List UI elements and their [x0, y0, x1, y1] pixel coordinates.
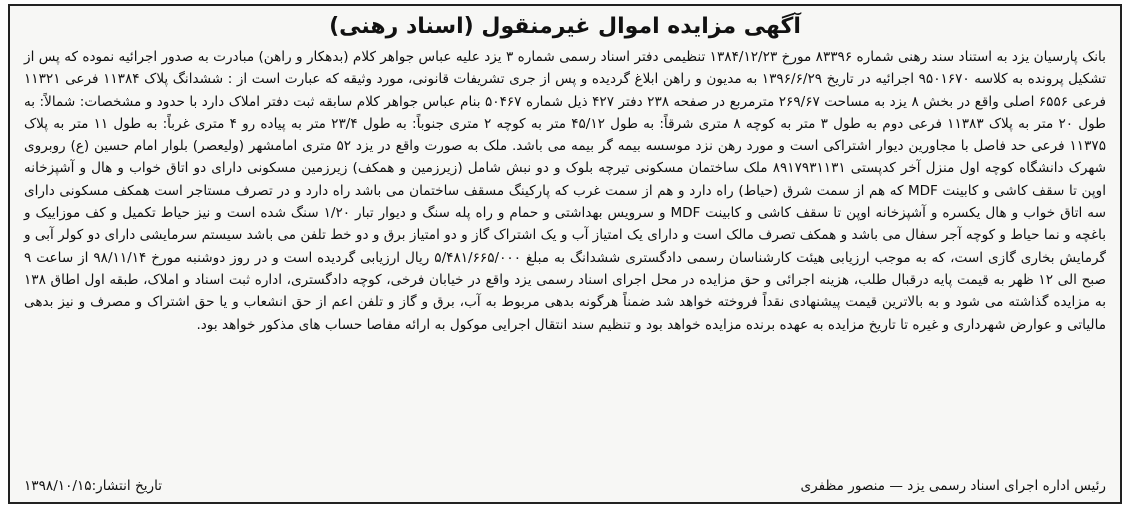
notice-publish-date: تاریخ انتشار:۱۳۹۸/۱۰/۱۵: [24, 478, 163, 494]
notice-footer: [24, 476, 1106, 496]
notice-body: بانک پارسیان یزد به استناد سند رهنی شماره ۸۳۳۹۶ مورخ ۱۳۸۴/۱۲/۲۳ تنظیمی دفتر اسناد رسمی شماره ۳ یزد علیه عباس جواهر کلام (بدهکار و راهن) مبادرت به صدور اجرائیه نموده که پس از تشکیل پرونده به کلاسه ۹۵۰۱۶۷۰ اجرائیه در تاریخ ۱۳۹۶/۶/۲۹ به مدیون و راهن ابلاغ گردیده و پس از جری تشریفات قانونی، مورد وثیقه که عبارت است از : ششدانگ پلاک ۱۱۳۸۴ فرعی ۱۱۳۲۱ فرعی ۶۵۵۶ اصلی واقع در بخش ۸ یزد به مساحت ۲۶۹/۶۷ مترمربع در صفحه ۲۳۸ دفتر ۴۲۷ ذیل شماره ۵۰۴۶۷ بنام عباس جواهر کلام سابقه ثبت دفتر املاک دارد با حدود و مشخصات: شمالاً: به طول ۲۰ متر به پلاک ۱۱۳۸۳ فرعی دوم به طول ۳ متر به کوچه ۸ متری شرقاً: به طول ۴۵/۱۲ متر به کوچه ۲ متری جنوباً: به طول ۲۳/۴ متر به پیاده رو ۴ متری غرباً: به طول ۱۱ متر به پلاک ۱۱۳۷۵ فرعی حد فاصل با مجاورین دیوار اشتراکی است و مورد رهن نزد موسسه بیمه گر بیمه می باشد. ملک به صورت واقع در یزد ۵۲ متری امامشهر (ولیعصر) بلوار امام حسین (ع) روبروی شهرک دانشگاه کوچه اول منزل آخر کدپستی ۸۹۱۷۹۳۱۱۳۱ ملک ساختمان مسکونی تیرچه بلوک و دو نبش شامل (زیرزمین و همکف) زیرزمین مسکونی دارای دو اتاق خواب و هال و آشپزخانه اوپن تا سقف کاشی و کابینت MDF که هم از سمت شرق (حیاط) راه دارد و هم از سمت غرب که پارکینگ مسقف ساختمان می باشد راه دارد و در تصرف مستاجر است همکف مسکونی دارای سه اتاق خواب و هال یکسره و آشپزخانه اوپن تا سقف کاشی و کابینت MDF و سرویس بهداشتی و حمام و راه پله سنگ و دیوار تبار ۱/۲۰ سنگ شده است و نیز حیاط تکمیل و کف موزاییک و باغچه و نما حیاط و کوچه آجر سفال می باشد و همکف تصرف مالک است و دارای یک امتیاز آب و یک اشتراک گاز و دو امتیاز برق و دو خط تلفن می باشد سیستم سرمایشی دارای دو کولر آبی و گرمایش بخاری گازی است، که به موجب ارزیابی هیئت کارشناسان رسمی دادگستری ششدانگ به مبلغ ۵/۴۸۱/۶۶۵/۰۰۰ ریال ارزیابی گردیده است و در روز دوشنبه مورخ ۹۸/۱۱/۱۴ از ساعت ۹ صبح الی ۱۲ ظهر به قیمت پایه درقبال طلب، هزینه اجرائی و حق مزایده در محل اجرای اسناد رسمی یزد واقع در خیابان فرخی، کوچه دادگستری، اداره ثبت اسناد و املاک، طبقه اول اطاق ۱۳۸ به مزایده گذاشته می شود و به بالاترین قیمت پیشنهادی نقداً فروخته خواهد شد ضمناً هرگونه بدهی مربوط به آب، برق و گاز و تلفن اعم از حق انشعاب و یا حق اشتراک و مصرف و نیز بدهی مالیاتی و عوارض شهرداری و غیره تا تاریخ مزایده به عهده برنده مزایده خواهد بود و تنظیم سند انتقال اجرایی موکول به ارائه مفاصا حساب های مذکور خواهد بود.: [24, 49, 1107, 333]
auction-notice: [8, 4, 1122, 504]
notice-signature: رئیس اداره اجرای اسناد رسمی یزد — منصور مظفری: [800, 478, 1106, 494]
notice-title: آگهی مزایده اموال غیرمنقول (اسناد رهنی): [329, 14, 801, 39]
